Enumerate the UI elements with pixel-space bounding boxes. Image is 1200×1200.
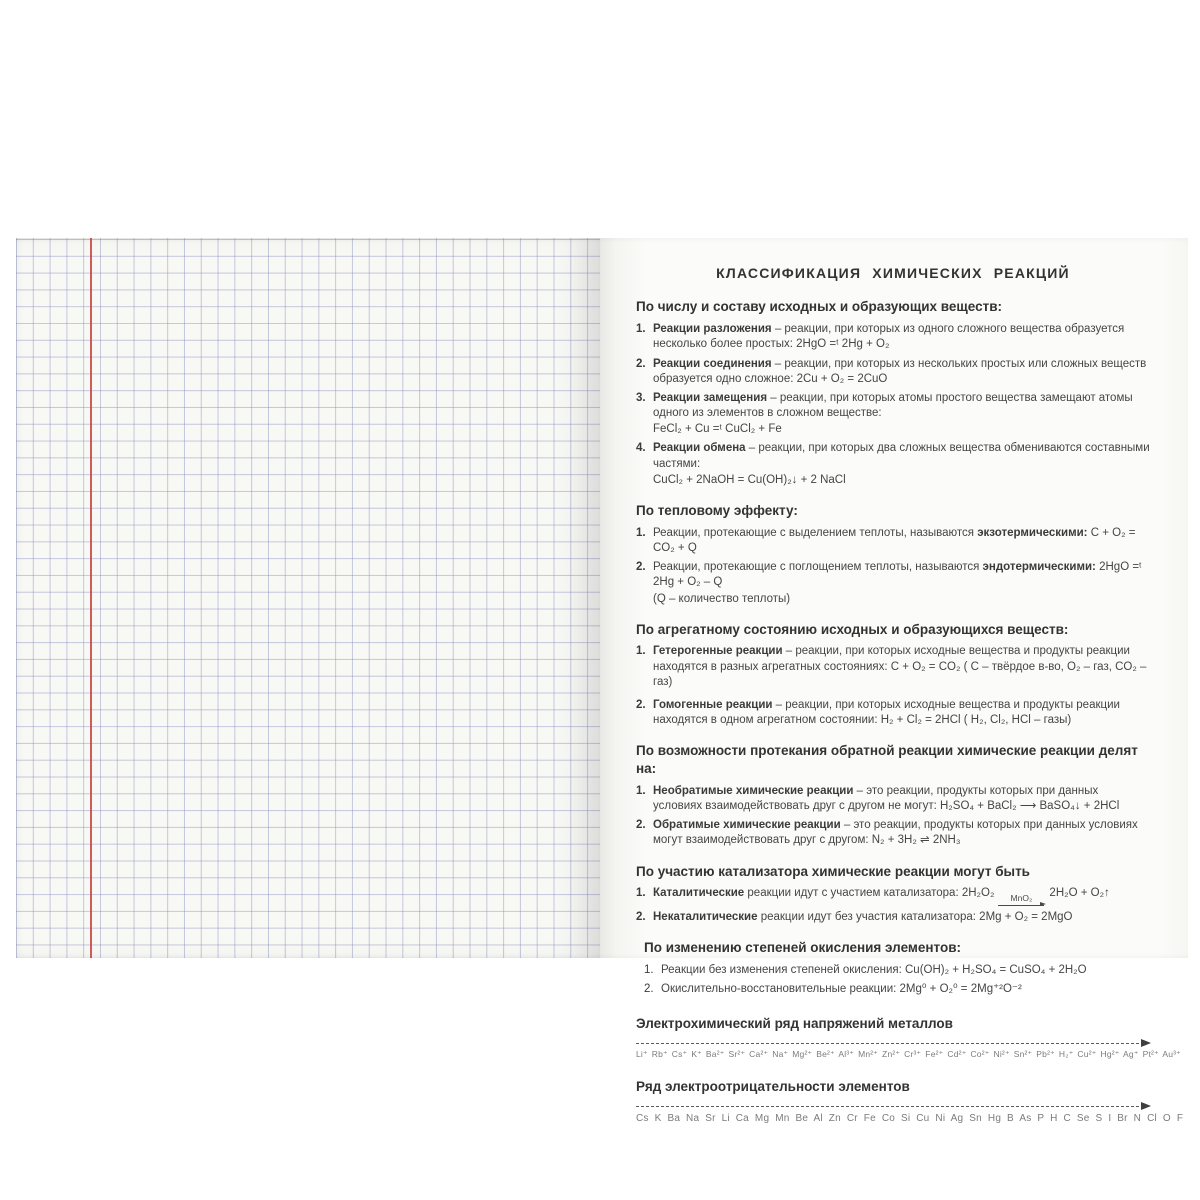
series-electronegativity-row: Cs K Ba Na Sr Li Ca Mg Mn Be Al Zn Cr Fe Co Si Cu Ni Ag Sn Hg B As P H C Se S I Br N Cl O F (636, 1112, 1184, 1124)
equation-note: (Q – количество теплоты) (653, 592, 791, 605)
item-text (653, 391, 1150, 438)
item-term: экзотермическими: (977, 526, 1088, 539)
item-number: 2. (636, 561, 646, 574)
item-number: 1. (636, 645, 646, 658)
item-number: 1. (636, 323, 646, 336)
item-text (653, 886, 1150, 905)
list-item (636, 441, 1150, 488)
list-item (636, 818, 1150, 848)
list-item (636, 698, 1150, 728)
item-term: Реакции разложения (653, 323, 772, 336)
item-text: Окислительно-восстановительные реакции: 2Mg⁰ + O₂⁰ = 2Mg⁺²O⁻² (661, 982, 1022, 995)
list-item (636, 560, 1150, 607)
list-item (636, 391, 1150, 438)
list-item (644, 982, 1150, 997)
reference-page (600, 238, 1188, 1124)
list-item (636, 357, 1150, 387)
section-heading-thermal: По тепловому эффекту: (636, 503, 798, 518)
list-item (636, 784, 1150, 814)
section-heading-oxidation: По изменению степеней окисления элементов: (644, 939, 962, 955)
item-number: 1. (644, 963, 654, 976)
section-heading-catalyst: По участию катализатора химические реакции могут быть (636, 863, 1030, 879)
item-body: – реакции, при которых из нескольких простых или сложных веществ образуется одно сложное: 2Cu + O₂ = 2CuO (653, 357, 1147, 385)
item-body: реакции идут без участия катализатора: 2Mg + O₂ = 2MgO (757, 910, 1073, 923)
section-heading-composition: По числу и составу исходных и образующих веществ: (636, 299, 1003, 315)
list-item (636, 526, 1150, 556)
list-item (636, 322, 1150, 352)
series-metals-heading: Электрохимический ряд напряжений металлов (636, 1016, 953, 1032)
item-body: реакции идут с участием катализатора: 2H₂O₂ (744, 887, 995, 900)
item-body: – реакции, при которых атомы простого вещества замещают атомы одного из элементов в сложном веществе: (653, 391, 1133, 420)
arrow-right-icon (998, 905, 1044, 906)
list-item (636, 886, 1150, 905)
item-number: 1. (636, 784, 646, 797)
item-body: – реакции, при которых исходные вещества и продукты реакции находятся в разных агрегатных состояниях: C + O₂ = CO₂ ( C – твёрдое в-во, O₂ – газ, CO₂ – газ) (653, 645, 1147, 688)
item-term: эндотермическими: (982, 561, 1096, 574)
item-number: 1. (636, 887, 646, 900)
item-body: – это реакции, продукты которых при данных условиях взаимодействовать друг с другом не могут: H₂SO₄ + BaCl₂ ⟶ BaSO₄↓ + 2HCl (653, 784, 1120, 813)
series-electronegativity-heading: Ряд электроотрицательности элементов (636, 1079, 910, 1095)
equation: CuCl₂ + 2NaOH = Cu(OH)₂↓ + 2 NaCl (653, 473, 846, 486)
catalyst-label: MnO₂ (1010, 893, 1033, 904)
item-number: 4. (636, 442, 646, 455)
page-title: КЛАССИФИКАЦИЯ ХИМИЧЕСКИХ РЕАКЦИЙ (716, 265, 1070, 281)
item-text (653, 526, 1150, 556)
item-number: 2. (636, 910, 646, 923)
item-term: Некаталитические (653, 910, 758, 923)
item-number: 2. (636, 819, 646, 832)
item-number: 2. (636, 699, 646, 711)
item-equation: 2H₂O + O₂↑ (1049, 887, 1110, 900)
item-term: Каталитические (653, 887, 745, 900)
list-item (636, 644, 1150, 690)
item-text (653, 560, 1150, 607)
item-number: 3. (636, 391, 646, 404)
item-number: 2. (644, 982, 654, 995)
section-heading-aggregate: По агрегатному состоянию исходных и образующихся веществ: (636, 621, 1069, 637)
squared-paper-page (16, 238, 600, 958)
item-term: Обратимые химические реакции (653, 819, 841, 832)
item-text (653, 784, 1150, 814)
item-term: Реакции замещения (653, 391, 768, 404)
item-body: – реакции, при которых из одного сложного вещества образуется несколько более простых: 2HgO =ᵗ 2Hg + O₂ (653, 323, 1125, 351)
item-text: Реакции без изменения степеней окисления: Cu(OH)₂ + H₂SO₄ = CuSO₄ + 2H₂O (661, 963, 1087, 976)
red-margin-line (90, 238, 92, 958)
item-text (653, 357, 1150, 387)
item-equation: C + O₂ = CO₂ + Q (653, 526, 1136, 554)
item-body: – реакции, при которых два сложных вещества обмениваются составными частями: (653, 442, 1150, 470)
item-term: Реакции обмена (653, 442, 746, 455)
catalyst-arrow (998, 894, 1044, 905)
item-body: Реакции, протекающие с поглощением теплоты, называются (653, 561, 983, 574)
section-oxidation (636, 939, 1150, 997)
item-text (653, 910, 1150, 925)
item-text (653, 441, 1150, 488)
reference-content (636, 260, 1184, 1125)
item-term: Необратимые химические реакции (653, 784, 854, 797)
list-item (636, 910, 1150, 925)
item-term: Гетерогенные реакции (653, 645, 783, 658)
dashed-arrow-right-icon (636, 1106, 1144, 1107)
item-body: – это реакции, продукты которых при данных условиях могут взаимодействовать друг с другом: N₂ + 3H₂ ⇌ 2NH₃ (653, 819, 1138, 847)
list-item (644, 963, 1150, 978)
item-body: Реакции, протекающие с выделением теплоты, называются (653, 526, 978, 539)
item-text (653, 698, 1150, 728)
item-term: Реакции соединения (653, 357, 772, 370)
item-text (653, 644, 1150, 690)
item-term: Гомогенные реакции (653, 699, 773, 711)
notebook-spread (0, 238, 1200, 1124)
item-body: – реакции, при которых исходные вещества и продукты реакции находятся в одном агрегатном состоянии: H₂ + Cl₂ = 2HCl ( H₂, Cl₂, HCl – газы) (653, 699, 1120, 727)
section-heading-reversibility: По возможности протекания обратной реакции химические реакции делят на: (636, 743, 1138, 777)
item-number: 1. (636, 526, 646, 539)
item-equation: 2HgO =ᵗ 2Hg + O₂ – Q (653, 561, 1142, 589)
dashed-arrow-right-icon (636, 1043, 1144, 1044)
item-number: 2. (636, 357, 646, 370)
item-text (653, 322, 1150, 352)
equation: FeCl₂ + Cu =ᵗ CuCl₂ + Fe (653, 423, 782, 436)
item-text (653, 818, 1150, 848)
series-metals-row: Li⁺ Rb⁺ Cs⁺ K⁺ Ba²⁺ Sr²⁺ Ca²⁺ Na⁺ Mg²⁺ Be²⁺ Al³⁺ Mn²⁺ Zn²⁺ Cr³⁺ Fe²⁺ Cd²⁺ Co²⁺ Ni²⁺ Sn²⁺ Pb²⁺ H₂⁺ Cu²⁺ Hg²⁺ Ag⁺ Pt²⁺ Au³⁺ (636, 1048, 1181, 1059)
